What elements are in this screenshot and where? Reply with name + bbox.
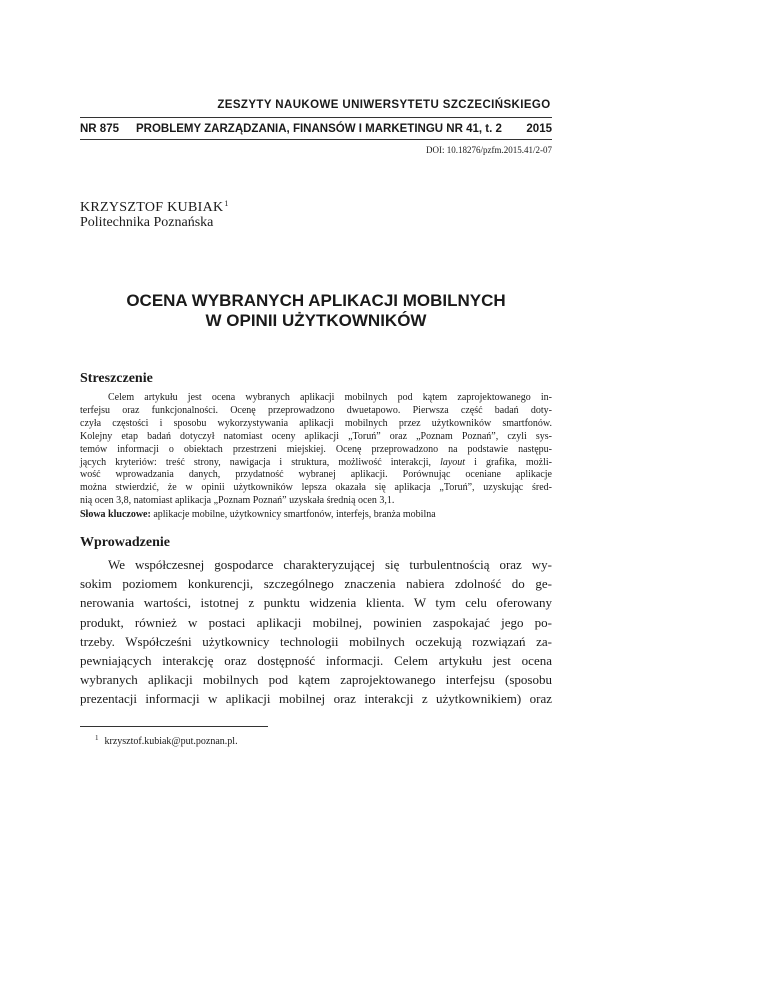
issue-year: 2015 <box>526 123 552 135</box>
abstract-line: temów informacji o obiektach przestrzeni miejskiej. Ocenę przeprowadzono na podstawie następu- <box>80 443 552 455</box>
title-line-1: OCENA WYBRANYCH APLIKACJI MOBILNYCH <box>126 291 506 310</box>
author-name <box>80 199 229 216</box>
body-line: sokim poziomem konkurencji, szczególnego znaczenia nabiera zdolność do ge- <box>80 576 552 592</box>
footnote <box>95 734 238 747</box>
keywords <box>80 509 552 520</box>
abstract-line: czyła częstości i sposobu wykorzystywania aplikacji mobilnych przez użytkowników smartfonów. <box>80 417 552 429</box>
doi: DOI: 10.18276/pzfm.2015.41/2-07 <box>426 145 552 155</box>
footnote-rule <box>80 726 268 727</box>
keywords-label: Słowa kluczowe: <box>80 509 151 520</box>
body-line: prezentacji informacji w aplikacji mobilnej oraz interakcji z użytkownikiem) oraz <box>80 691 552 707</box>
abstract-line: Kolejny etap badań dotyczył natomiast oceny aplikacji „Toruń” oraz „Poznam Poznań”, czyli sys- <box>80 430 552 442</box>
abstract-line: można stwierdzić, że w opinii użytkowników lepsza okazała się aplikacja „Toruń”, uzyskując śred- <box>80 482 552 494</box>
abstract-heading: Streszczenie <box>80 371 153 386</box>
abstract-text: jących kryteriów: treść strony, nawigacja i struktura, możliwość interakcji, <box>80 456 441 468</box>
footnote-mark: 1 <box>95 734 99 742</box>
body-line: nerowania wartości, istotnej z punktu widzenia klienta. W tym celu oferowany <box>80 595 552 611</box>
abstract-body <box>80 392 552 508</box>
abstract-line-with-italic <box>80 457 552 470</box>
abstract-line: terfejsu oraz funkcjonalności. Ocenę przeprowadzono dwuetapowo. Pierwsza część badań doty- <box>80 404 552 416</box>
body-line: produkt, również w postaci aplikacji mobilnej, powinien zaspokajać jego po- <box>80 614 552 630</box>
body-line: trzeby. Współcześni użytkownicy technologii mobilnych oczekują rozwiązań za- <box>80 633 552 649</box>
body-line: wybranych aplikacji mobilnych pod kątem zaprojektowanego interfejsu (sposobu <box>80 672 552 688</box>
series-name: PROBLEMY ZARZĄDZANIA, FINANSÓW I MARKETINGU NR 41, t. 2 <box>136 123 502 135</box>
abstract-line: wość wprowadzania danych, przydatność wybranej aplikacji. Porównując oceniane aplikacje <box>80 469 552 481</box>
abstract-italic-term: layout <box>440 456 466 468</box>
author-affiliation: Politechnika Poznańska <box>80 215 214 230</box>
paper-title <box>80 291 552 331</box>
journal-series-title: ZESZYTY NAUKOWE UNIWERSYTETU SZCZECIŃSKIEGO <box>217 99 551 111</box>
header-rule-bottom <box>80 139 552 140</box>
abstract-line: nią ocen 3,8, natomiast aplikacja „Poznam Poznań” uzyskała średnią ocen 3,1. <box>80 495 395 507</box>
abstract-text: i grafika, możli- <box>465 456 552 468</box>
issue-number: NR 875 <box>80 123 119 135</box>
title-line-2: W OPINII UŻYTKOWNIKÓW <box>205 311 427 330</box>
header-rule-top <box>80 117 552 118</box>
introduction-body <box>80 555 552 709</box>
body-line: pewniających interakcję oraz dostępność informacji. Celem artykułu jest ocena <box>80 653 552 669</box>
footnote-email-link[interactable]: krzysztof.kubiak@put.poznan.pl. <box>104 736 238 747</box>
keywords-text: aplikacje mobilne, użytkownicy smartfonów, interfejs, branża mobilna <box>150 509 436 520</box>
body-line: We współczesnej gospodarce charakteryzującej się turbulentnością oraz wy- <box>108 557 552 572</box>
author-name-text: KRZYSZTOF KUBIAK <box>80 200 224 215</box>
section-heading-introduction: Wprowadzenie <box>80 535 170 550</box>
author-footnote-mark: 1 <box>224 199 229 208</box>
abstract-line: Celem artykułu jest ocena wybranych aplikacji mobilnych pod kątem zaprojektowanego in- <box>108 392 552 403</box>
